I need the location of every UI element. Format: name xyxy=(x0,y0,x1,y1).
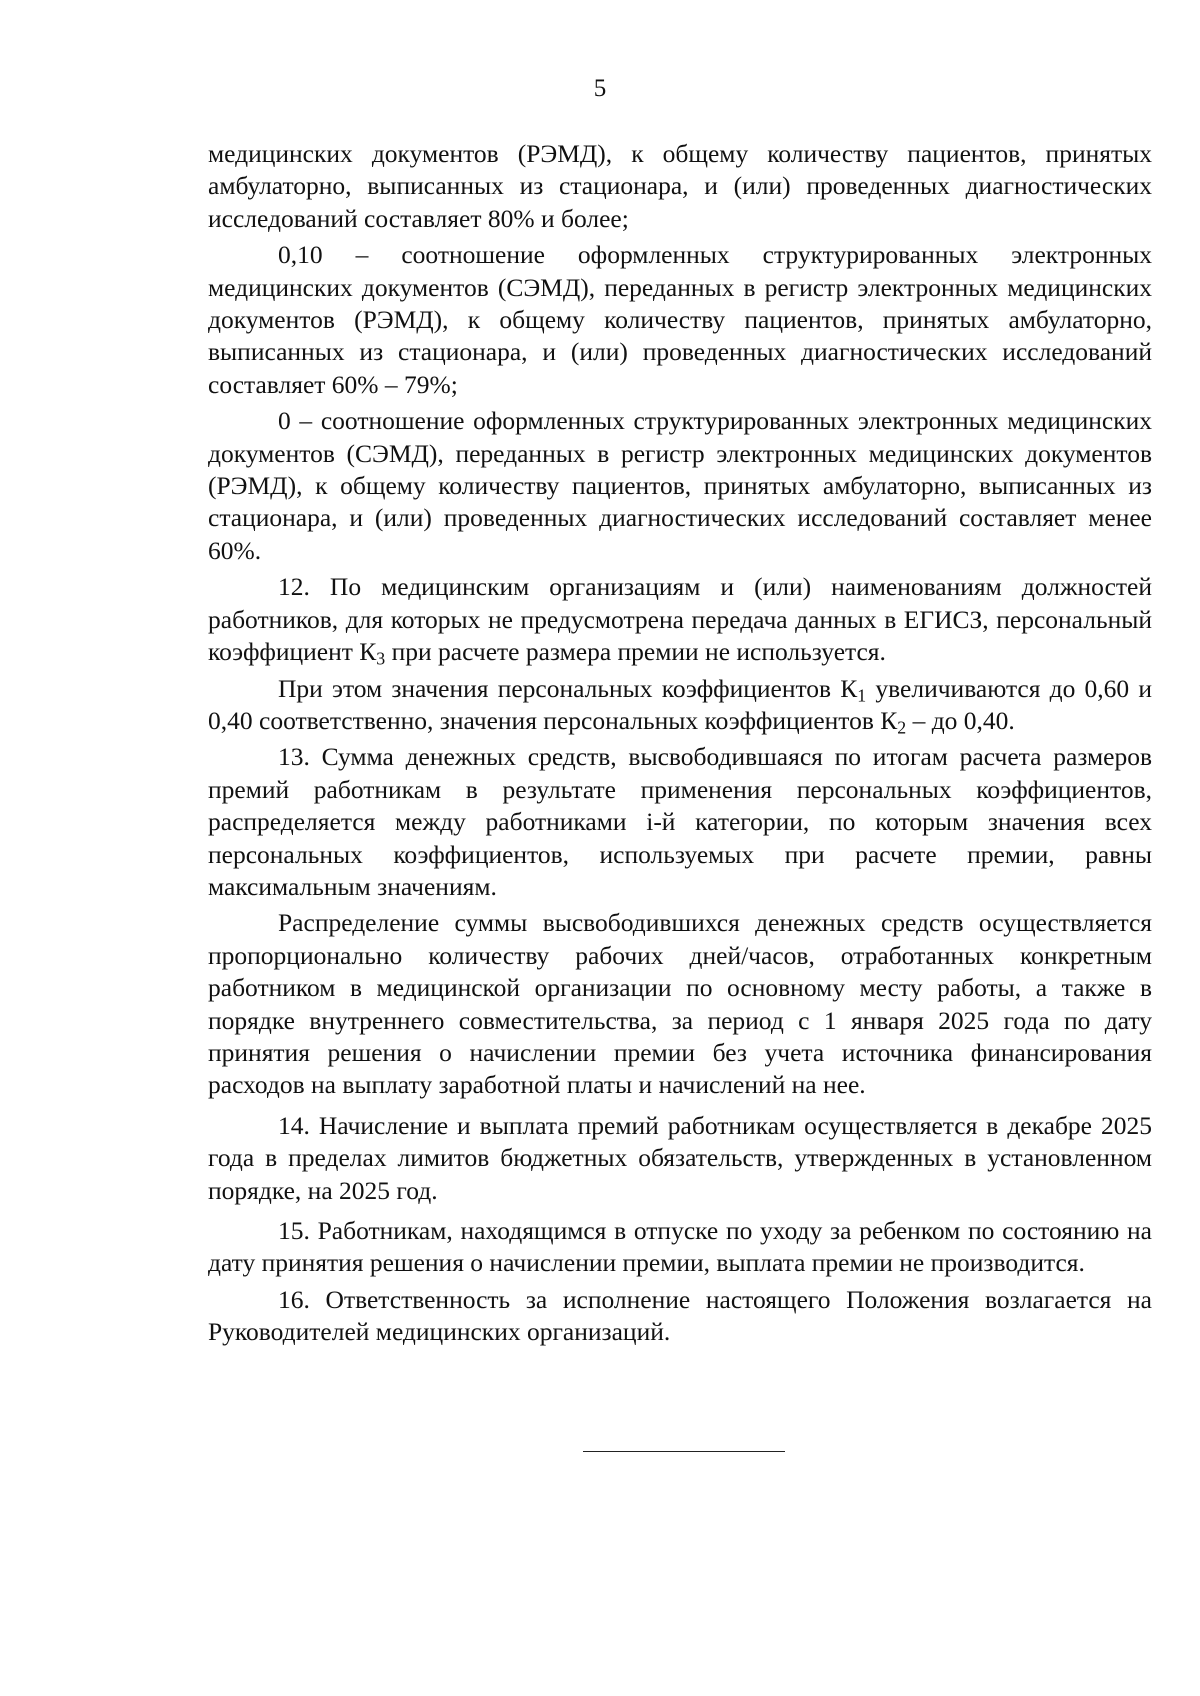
subscript-k1: 1 xyxy=(857,684,867,705)
paragraph-distribution: Распределение суммы высвободившихся денежных средств осуществляется пропорционально количеству рабочих дней/часов, отработанных конкретным работником в медицинской организации по основному месту работы, а также в порядке внутреннего совместительства, за период с 1 января 2025 года по дату принятия решения о начислении премии без учета источника финансирования расходов на выплату заработной платы и начислений на нее. xyxy=(208,908,1152,1100)
paragraph-coefficient-values-a: При этом значения персональных коэффициентов К xyxy=(278,673,858,703)
paragraph-coefficient-0-10: 0,10 – соотношение оформленных структурированных электронных медицинских документов (СЭМД), переданных в регистр электронных медицинских документов (РЭМД), к общему количеству пациентов, принятых амбулаторно, выписанных из стационара, и (или) проведенных диагностических исследований составляет 60% – 79%; xyxy=(208,240,1152,399)
paragraph-item-14: 14. Начисление и выплата премий работникам осуществляется в декабре 2025 года в пределах лимитов бюджетных обязательств, утвержденных в установленном порядке, на 2025 год. xyxy=(208,1110,1152,1205)
paragraph-item-16: 16. Ответственность за исполнение настоящего Положения возлагается на Руководителей медицинских организаций. xyxy=(208,1284,1152,1347)
paragraph-item-13: 13. Сумма денежных средств, высвободившаяся по итогам расчета размеров премий работникам в результате применения персональных коэффициентов, распределяется между работниками i-й категории, по которым значения всех персональных коэффициентов, используемых при расчете премии, равны максимальным значениям. xyxy=(208,742,1152,901)
paragraph-coefficient-values xyxy=(208,673,1152,738)
paragraph-item-12-text: 12. По медицинским организациям и (или) наименованиям должностей работников, для которых не предусмотрена передача данных в ЕГИСЗ, персональный коэффициент К xyxy=(208,572,1152,667)
paragraph-coefficient-values-c: – до 0,40. xyxy=(906,705,1015,735)
paragraph-coefficient-0: 0 – соотношение оформленных структурированных электронных медицинских документов (СЭМД), переданных в регистр электронных медицинских документов (РЭМД), к общему количеству пациентов, принятых амбулаторно, выписанных из стационара, и (или) проведенных диагностических исследований составляет менее 60%. xyxy=(208,406,1152,565)
paragraph-item-12 xyxy=(208,571,1152,668)
document-body xyxy=(208,138,1152,1349)
paragraph-coefficient-values-b: увеличиваются до 0,60 и 0,40 соответственно, значения персональных коэффициентов К xyxy=(208,673,1152,735)
paragraph-item-15: 15. Работникам, находящимся в отпуске по уходу за ребенком по состоянию на дату принятия решения о начислении премии, выплата премии не производится. xyxy=(208,1216,1152,1278)
end-of-document-rule xyxy=(583,1451,785,1452)
paragraph-continuation: медицинских документов (РЭМД), к общему количеству пациентов, принятых амбулаторно, выписанных из стационара, и (или) проведенных диагностических исследований составляет 80% и более; xyxy=(208,139,1152,233)
paragraph-item-12-tail: при расчете размера премии не используется. xyxy=(385,637,886,667)
subscript-k3: 3 xyxy=(376,648,386,669)
page-number: 5 xyxy=(593,75,607,102)
subscript-k2: 2 xyxy=(897,717,907,738)
